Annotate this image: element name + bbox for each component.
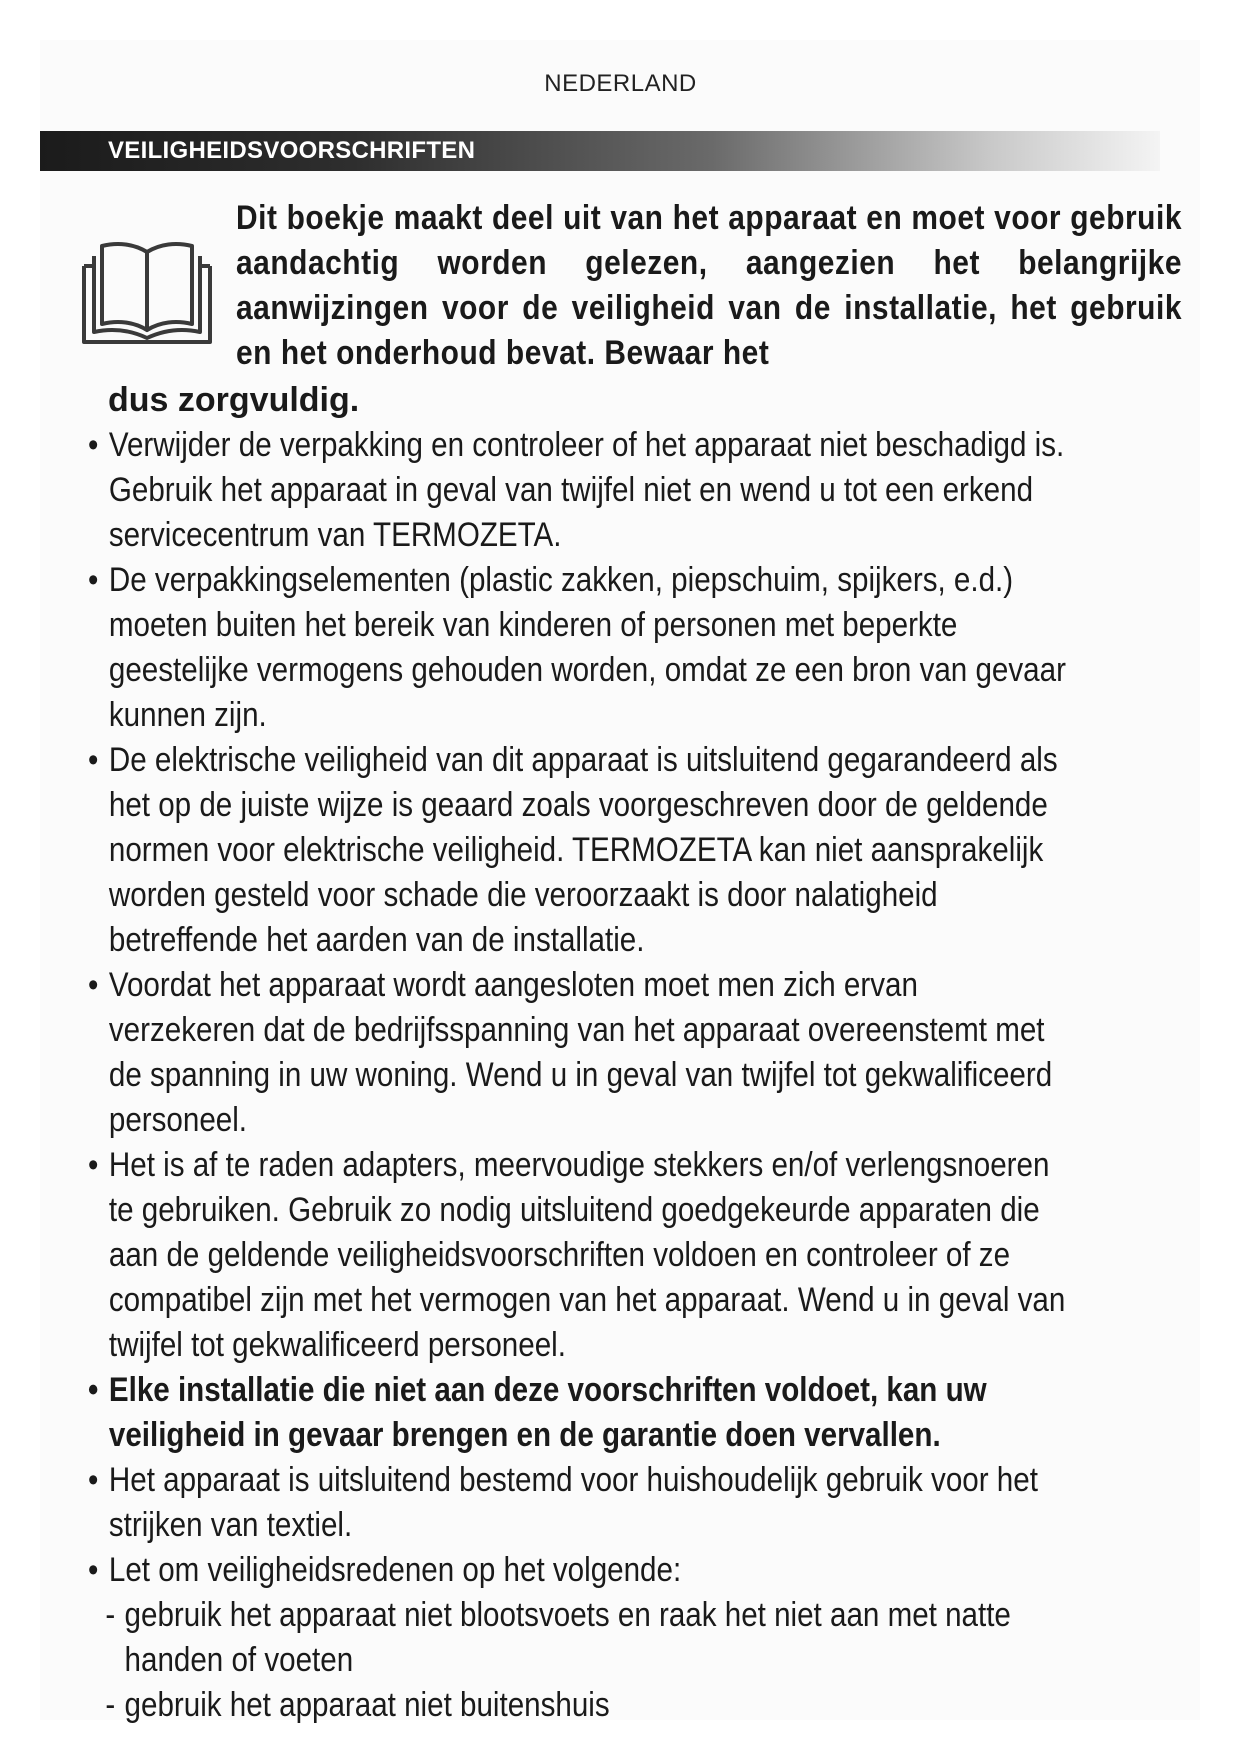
bullet-icon: • — [88, 966, 99, 1004]
bullet-icon: • — [88, 1146, 99, 1184]
dash-icon: - — [105, 1686, 116, 1724]
intro-paragraph-continued: dus zorgvuldig. — [108, 381, 360, 419]
bullet-icon: • — [88, 561, 99, 599]
list-item — [88, 738, 1071, 963]
bullet-icon: • — [88, 426, 99, 464]
list-item-text: Voordat het apparaat wordt aangesloten moet men zich ervan verzekeren dat de bedrijfsspanning van het apparaat overeenstemt met de spanning in uw woning. Wend u in geval van twijfel tot gekwalificeerd personeel. — [108, 966, 1053, 1139]
list-item-text: De elektrische veiligheid van dit apparaat is uitsluitend gegarandeerd als het op de juiste wijze is geaard zoals voorgeschreven door de geldende normen voor elektrische veiligheid. TERMOZETA kan niet aansprakelijk worden gesteld voor schade die veroorzaakt is door nalatigheid betreffende het aarden van de installatie. — [108, 741, 1058, 959]
list-item — [88, 1548, 1071, 1593]
list-item — [88, 423, 1071, 558]
sub-list-item-text: gebruik het apparaat niet buitenshuis — [124, 1686, 610, 1724]
bullet-icon: • — [88, 1461, 99, 1499]
safety-list — [88, 423, 1071, 1728]
dash-icon: - — [105, 1596, 116, 1634]
list-item-text: Elke installatie die niet aan deze voorschriften voldoet, kan uw veiligheid in gevaar brengen en de garantie doen vervallen. — [108, 1371, 987, 1454]
list-item — [88, 1458, 1071, 1548]
book-icon — [76, 222, 218, 348]
section-title-bar — [40, 131, 1160, 171]
sub-list-item — [88, 1683, 1071, 1728]
bullet-icon: • — [88, 1551, 99, 1589]
list-item-text: Het is af te raden adapters, meervoudige stekkers en/of verlengsnoeren te gebruiken. Gebruik zo nodig uitsluitend goedgekeurde apparaten die aan de geldende veiligheidsvoorschriften voldoen en controleer of ze compatibel zijn met het vermogen van het apparaat. Wend u in geval van twijfel tot gekwalificeerd personeel. — [108, 1146, 1066, 1364]
list-item-text: Het apparaat is uitsluitend bestemd voor huishoudelijk gebruik voor het strijken van textiel. — [108, 1461, 1038, 1544]
list-item-text: Verwijder de verpakking en controleer of het apparaat niet beschadigd is. Gebruik het apparaat in geval van twijfel niet en wend u tot een erkend servicecentrum van TERMOZETA. — [108, 426, 1065, 554]
list-item-text: De verpakkingselementen (plastic zakken, piepschuim, spijkers, e.d.) moeten buiten het bereik van kinderen of personen met beperkte geestelijke vermogens gehouden worden, omdat ze een bron van gevaar kunnen zijn. — [108, 561, 1066, 734]
list-item-warning — [88, 1368, 1071, 1458]
country-heading: NEDERLAND — [544, 70, 697, 97]
intro-paragraph: Dit boekje maakt deel uit van het apparaat en moet voor gebruik aandachtig worden gelezen, aangezien het belangrijke aanwijzingen voor de veiligheid van de installatie, het gebruik en het onderhoud bevat. Bewaar het — [236, 199, 1182, 372]
bullet-icon: • — [88, 741, 99, 779]
list-item — [88, 963, 1071, 1143]
list-item — [88, 1143, 1071, 1368]
sub-list-item — [88, 1593, 1071, 1683]
list-item-text: Let om veiligheidsredenen op het volgende: — [108, 1551, 682, 1589]
bullet-icon: • — [88, 1371, 99, 1409]
sub-list-item-text: gebruik het apparaat niet blootsvoets en raak het niet aan met natte handen of voeten — [124, 1596, 1011, 1679]
section-title: VEILIGHEIDSVOORSCHRIFTEN — [108, 137, 476, 164]
list-item — [88, 558, 1071, 738]
